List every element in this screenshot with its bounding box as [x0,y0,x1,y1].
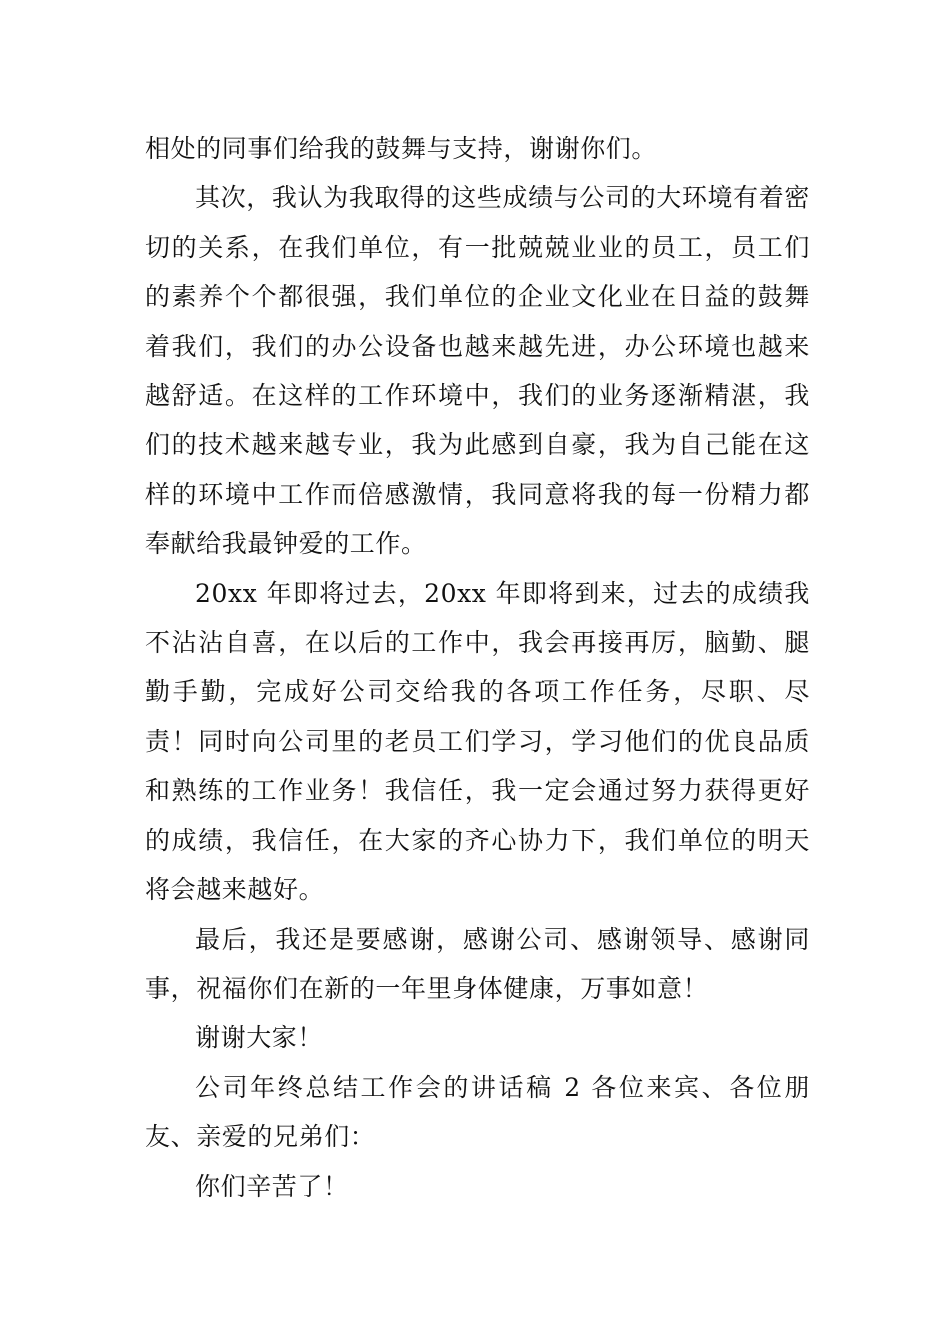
paragraph-greeting: 你们辛苦了！ [195,1171,349,1201]
paragraph-speech-2-heading: 公司年终总结工作会的讲话稿 2 各位来宾、各位朋友、亲爱的兄弟们： [145,1072,810,1152]
document-body [145,124,810,1211]
paragraph-environment: 其次，我认为我取得的这些成绩与公司的大环境有着密切的关系，在我们单位，有一批兢兢业业的员工，员工们的素养个个都很强，我们单位的企业文化业在日益的鼓舞着我们，我们的办公设备也越来越先进，办公环境也越来越舒适。在这样的工作环境中，我们的业务逐渐精湛，我们的技术越来越专业，我为此感到自豪，我为自己能在这样的环境中工作而倍感激情，我同意将我的每一份精力都奉献给我最钟爱的工作。 [145,183,810,559]
paragraph-closing: 谢谢大家！ [195,1023,324,1053]
paragraph-continuation: 相处的同事们给我的鼓舞与支持，谢谢你们。 [145,134,658,163]
paragraph-outlook: 20xx 年即将过去，20xx 年即将到来，过去的成绩我不沾沾自喜，在以后的工作中，我会再接再厉，脑勤、腿勤手勤，完成好公司交给我的各项工作任务，尽职、尽责！同时向公司里的老员工们学习，学习他们的优良品质和熟练的工作业务！我信任，我一定会通过努力获得更好的成绩，我信任，在大家的齐心协力下，我们单位的明天将会越来越好。 [145,578,810,905]
paragraph-thanks: 最后，我还是要感谢，感谢公司、感谢领导、感谢同事，祝福你们在新的一年里身体健康，万事如意！ [145,924,810,1003]
